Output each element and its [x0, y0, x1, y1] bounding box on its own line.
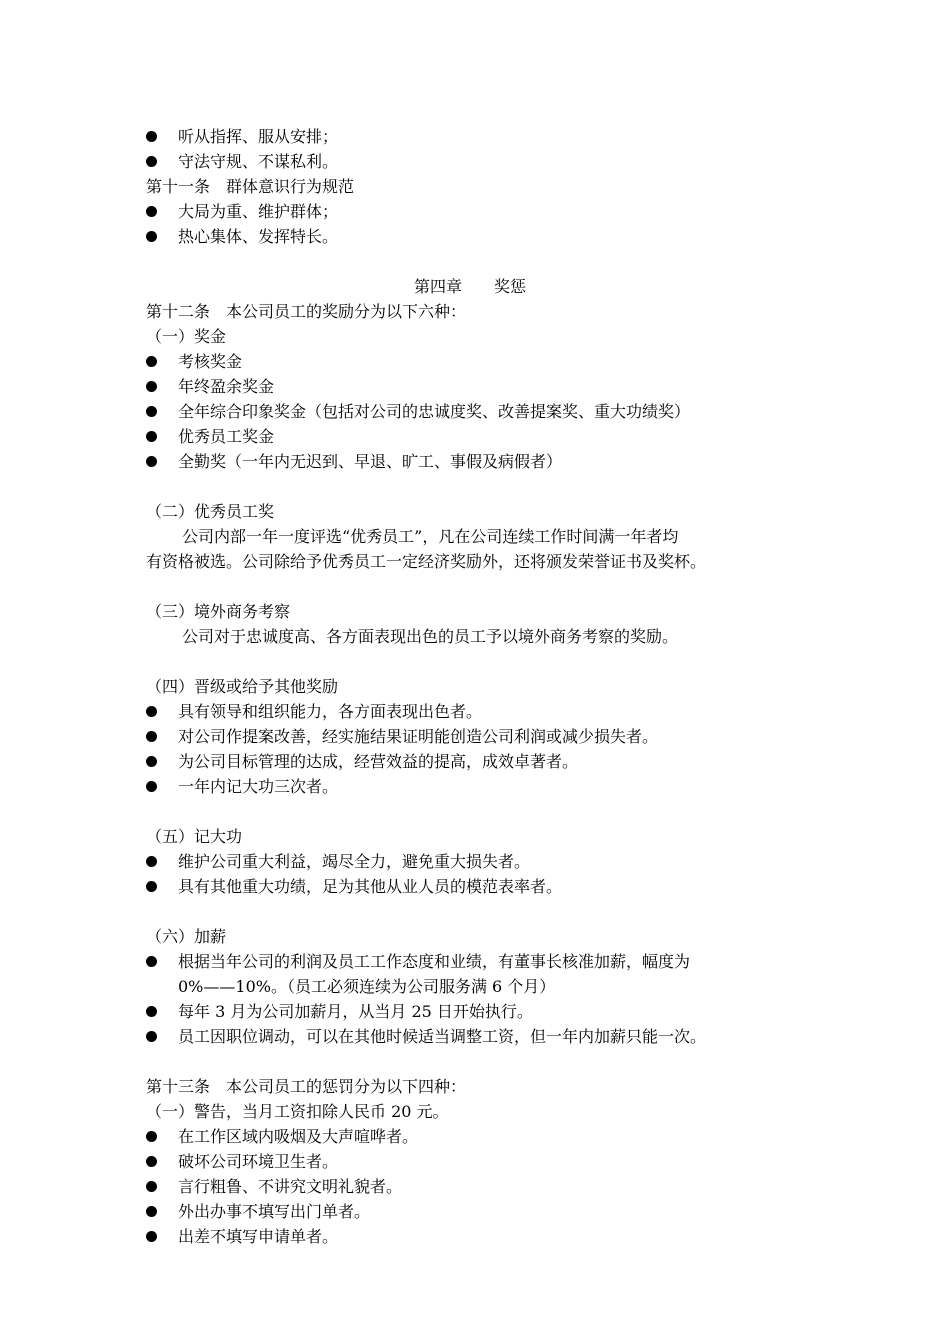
text-line: 第十一条 群体意识行为规范 — [146, 177, 355, 196]
bullet-text: 一年内记大功三次者。 — [178, 777, 339, 796]
bullet-icon — [146, 156, 157, 167]
bullet-text: 优秀员工奖金 — [178, 427, 275, 446]
bullet-item — [0, 124, 950, 149]
bullet-icon — [146, 356, 157, 367]
bullet-icon — [146, 756, 157, 767]
blank-line — [0, 574, 950, 599]
bullet-icon — [146, 1031, 157, 1042]
bullet-icon — [146, 231, 157, 242]
chapter-heading: 第四章 奖惩 — [414, 277, 527, 296]
bullet-continuation — [0, 974, 950, 999]
bullet-icon — [146, 1006, 157, 1017]
bullet-icon — [146, 1131, 157, 1142]
bullet-item — [0, 1149, 950, 1174]
bullet-icon — [146, 731, 157, 742]
bullet-text: 出差不填写申请单者。 — [178, 1227, 339, 1246]
document-page — [0, 124, 950, 1249]
bullet-item — [0, 724, 950, 749]
indented-paragraph — [0, 624, 950, 649]
bullet-text: 年终盈余奖金 — [178, 377, 275, 396]
blank-line — [0, 474, 950, 499]
continuation-text: 0%——10%。（员工必须连续为公司服务满 6 个月） — [178, 977, 556, 996]
blank-line — [0, 799, 950, 824]
text-line: （二）优秀员工奖 — [146, 502, 275, 521]
text-line: （一）警告，当月工资扣除人民币 20 元。 — [146, 1102, 449, 1121]
bullet-text: 全年综合印象奖金（包括对公司的忠诚度奖、改善提案奖、重大功绩奖） — [178, 402, 691, 421]
indented-paragraph — [0, 524, 950, 549]
bullet-item — [0, 949, 950, 974]
blank-line — [0, 649, 950, 674]
bullet-item — [0, 849, 950, 874]
bullet-item — [0, 424, 950, 449]
bullet-text: 大局为重、维护群体； — [178, 202, 339, 221]
text-line: （四）晋级或给予其他奖励 — [146, 677, 339, 696]
bullet-item — [0, 699, 950, 724]
text-line: 第十三条 本公司员工的惩罚分为以下四种： — [146, 1077, 467, 1096]
bullet-text: 根据当年公司的利润及员工工作态度和业绩，有董事长核准加薪，幅度为 — [178, 952, 691, 971]
blank-line — [0, 899, 950, 924]
text-line: （一）奖金 — [146, 327, 227, 346]
text-line: （三）境外商务考察 — [146, 602, 291, 621]
bullet-text: 每年 3 月为公司加薪月，从当月 25 日开始执行。 — [178, 1002, 533, 1021]
bullet-icon — [146, 1206, 157, 1217]
bullet-icon — [146, 1181, 157, 1192]
bullet-item — [0, 1199, 950, 1224]
text-line: 第十二条 本公司员工的奖励分为以下六种： — [146, 302, 467, 321]
bullet-text: 守法守规、不谋私利。 — [178, 152, 339, 171]
bullet-text: 考核奖金 — [178, 352, 243, 371]
bullet-icon — [146, 456, 157, 467]
text-line: （五）记大功 — [146, 827, 243, 846]
bullet-text: 在工作区域内吸烟及大声喧哗者。 — [178, 1127, 419, 1146]
bullet-icon — [146, 206, 157, 217]
bullet-icon — [146, 431, 157, 442]
bullet-item — [0, 399, 950, 424]
bullet-item — [0, 349, 950, 374]
bullet-text: 具有领导和组织能力，各方面表现出色者。 — [178, 702, 483, 721]
blank-line — [0, 249, 950, 274]
bullet-text: 听从指挥、服从安排； — [178, 127, 339, 146]
text-line: 有资格被选。公司除给予优秀员工一定经济奖励外，还将颁发荣誉证书及奖杯。 — [146, 552, 707, 571]
bullet-item — [0, 149, 950, 174]
bullet-icon — [146, 856, 157, 867]
blank-line — [0, 1049, 950, 1074]
bullet-icon — [146, 406, 157, 417]
bullet-item — [0, 1224, 950, 1249]
bullet-text: 破坏公司环境卫生者。 — [178, 1152, 339, 1171]
bullet-text: 全勤奖（一年内无迟到、早退、旷工、事假及病假者） — [178, 452, 563, 471]
bullet-item — [0, 874, 950, 899]
bullet-text: 维护公司重大利益，竭尽全力，避免重大损失者。 — [178, 852, 531, 871]
bullet-icon — [146, 781, 157, 792]
bullet-icon — [146, 881, 157, 892]
bullet-item — [0, 749, 950, 774]
bullet-icon — [146, 381, 157, 392]
bullet-item — [0, 774, 950, 799]
bullet-item — [0, 199, 950, 224]
bullet-text: 对公司作提案改善，经实施结果证明能创造公司利润或减少损失者。 — [178, 727, 659, 746]
bullet-icon — [146, 1156, 157, 1167]
text-line: （六）加薪 — [146, 927, 227, 946]
bullet-icon — [146, 706, 157, 717]
bullet-item — [0, 449, 950, 474]
bullet-item — [0, 1024, 950, 1049]
bullet-item — [0, 224, 950, 249]
paragraph-text: 公司内部一年一度评选“优秀员工”，凡在公司连续工作时间满一年者均 — [182, 527, 679, 546]
bullet-text: 热心集体、发挥特长。 — [178, 227, 339, 246]
bullet-text: 为公司目标管理的达成，经营效益的提高，成效卓著者。 — [178, 752, 579, 771]
bullet-item — [0, 999, 950, 1024]
bullet-icon — [146, 956, 157, 967]
bullet-item — [0, 1174, 950, 1199]
bullet-text: 具有其他重大功绩，足为其他从业人员的模范表率者。 — [178, 877, 563, 896]
bullet-text: 外出办事不填写出门单者。 — [178, 1202, 371, 1221]
bullet-item — [0, 374, 950, 399]
paragraph-text: 公司对于忠诚度高、各方面表现出色的员工予以境外商务考察的奖励。 — [182, 627, 679, 646]
bullet-item — [0, 1124, 950, 1149]
bullet-icon — [146, 131, 157, 142]
bullet-icon — [146, 1231, 157, 1242]
bullet-text: 员工因职位调动，可以在其他时候适当调整工资，但一年内加薪只能一次。 — [178, 1027, 707, 1046]
bullet-text: 言行粗鲁、不讲究文明礼貌者。 — [178, 1177, 403, 1196]
